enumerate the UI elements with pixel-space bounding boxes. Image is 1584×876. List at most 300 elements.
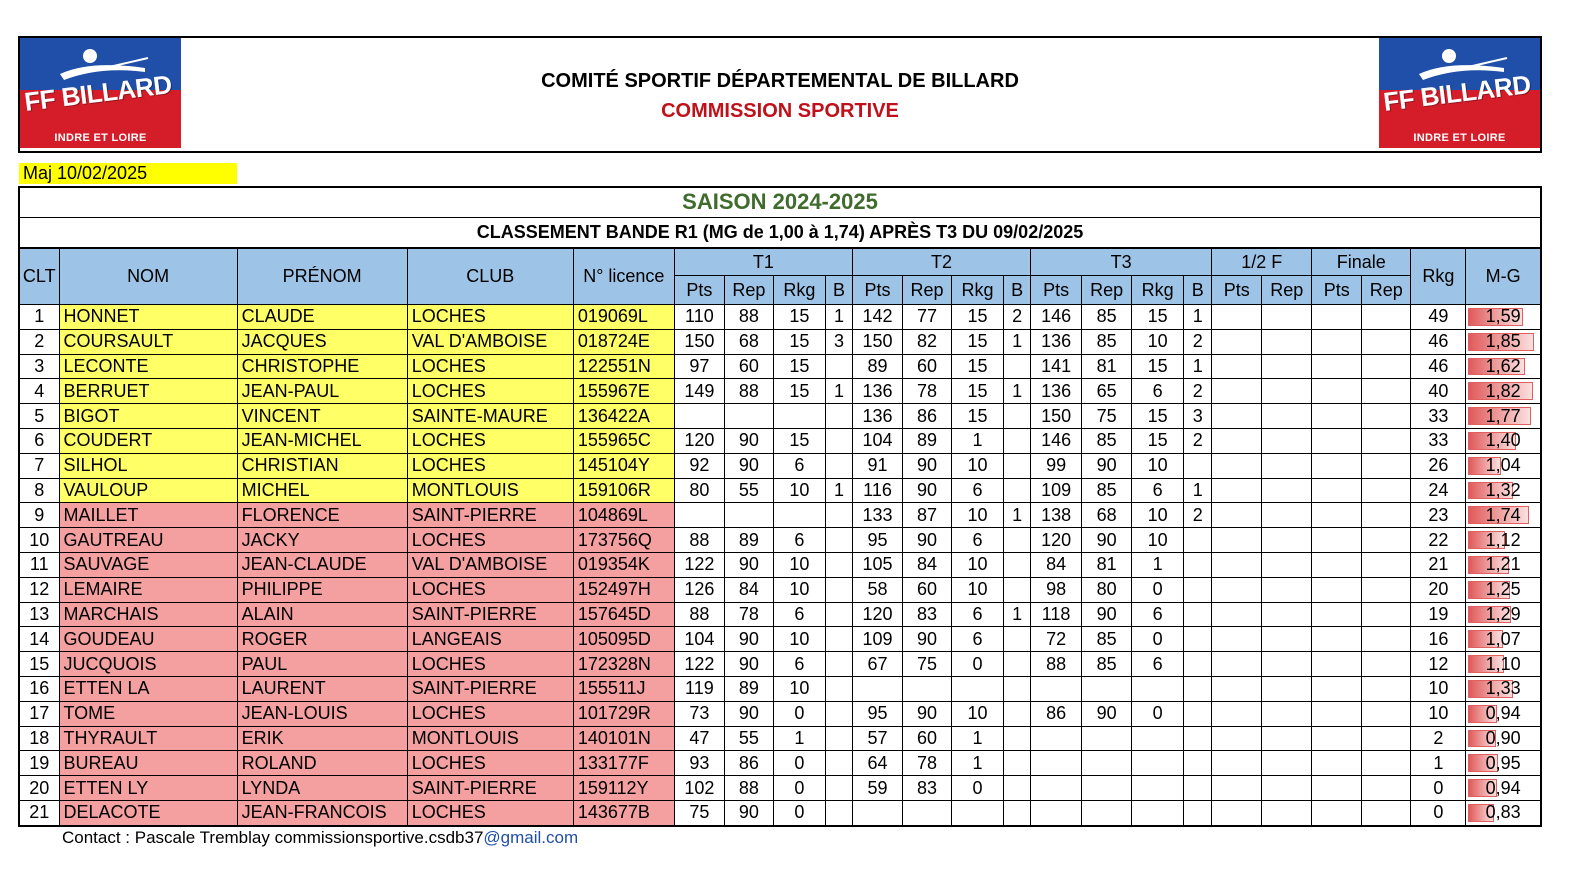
- cell-t1-pts: 73: [674, 701, 724, 726]
- cell-nom: BERRUET: [59, 379, 237, 404]
- cell-prenom: JEAN-FRANCOIS: [237, 800, 407, 825]
- cell-empty: [1362, 627, 1411, 652]
- cell-t2-pts: 136: [852, 404, 902, 429]
- col-nom: NOM: [59, 248, 237, 305]
- cell-t2-pts: [852, 676, 902, 701]
- cell-mg: [1466, 751, 1541, 776]
- cell-t1-rep: 86: [724, 751, 773, 776]
- sub-pts: Pts: [1212, 276, 1262, 305]
- cell-prenom: JEAN-MICHEL: [237, 428, 407, 453]
- cell-club: LOCHES: [407, 354, 573, 379]
- contact-mail: @gmail.com: [483, 828, 579, 847]
- cell-t1-pts: 122: [674, 552, 724, 577]
- cell-empty: [1312, 776, 1362, 801]
- cell-clt: 20: [19, 776, 59, 801]
- cell-t3-rep: 85: [1082, 627, 1132, 652]
- cell-t3-pts: 109: [1031, 478, 1082, 503]
- logo-text: FF BILLARD: [1381, 69, 1533, 117]
- cell-prenom: JEAN-LOUIS: [237, 701, 407, 726]
- cell-empty: [1262, 379, 1312, 404]
- cell-mg: [1466, 503, 1541, 528]
- cell-t3-rep: 81: [1082, 354, 1132, 379]
- table-row: [19, 652, 1541, 677]
- cell-licence: 122551N: [573, 354, 674, 379]
- cell-t2-b: [1004, 577, 1031, 602]
- cell-t1-pts: [674, 404, 724, 429]
- cell-empty: [1362, 379, 1411, 404]
- cell-t1-rep: 90: [724, 800, 773, 825]
- cell-club: SAINT-PIERRE: [407, 503, 573, 528]
- cell-t2-rkg: [952, 800, 1004, 825]
- ffbillard-logo-right: [1379, 38, 1540, 148]
- cell-t2-pts: [852, 800, 902, 825]
- cell-clt: 15: [19, 652, 59, 677]
- cell-empty: [1212, 701, 1262, 726]
- cell-empty: [1312, 305, 1362, 330]
- cell-t2-rep: 84: [903, 552, 952, 577]
- cell-t2-rkg: 10: [952, 453, 1004, 478]
- table-row: [19, 404, 1541, 429]
- cell-club: SAINTE-MAURE: [407, 404, 573, 429]
- cell-t1-rep: 90: [724, 428, 773, 453]
- cell-t3-rkg: 0: [1132, 627, 1184, 652]
- cell-t1-rkg: 6: [773, 528, 825, 553]
- cell-t2-b: 1: [1004, 329, 1031, 354]
- cell-t3-pts: [1031, 776, 1082, 801]
- cell-empty: [1362, 453, 1411, 478]
- cell-nom: GOUDEAU: [59, 627, 237, 652]
- cell-rkg: 0: [1411, 800, 1466, 825]
- cell-t1-rkg: 6: [773, 652, 825, 677]
- cell-empty: [1362, 329, 1411, 354]
- cell-prenom: ERIK: [237, 726, 407, 751]
- cell-t3-b: [1184, 453, 1212, 478]
- cell-t2-pts: 104: [852, 428, 902, 453]
- cell-t2-pts: 89: [852, 354, 902, 379]
- table-row: [19, 726, 1541, 751]
- table-row: [19, 305, 1541, 330]
- cell-clt: 21: [19, 800, 59, 825]
- cell-empty: [1312, 751, 1362, 776]
- cell-t2-pts: 67: [852, 652, 902, 677]
- mg-value: 1,82: [1485, 380, 1521, 401]
- cell-t2-rep: [903, 800, 952, 825]
- cell-t1-rep: 78: [724, 602, 773, 627]
- cell-t3-rep: 65: [1082, 379, 1132, 404]
- cell-t3-rkg: 15: [1132, 428, 1184, 453]
- cell-t1-rkg: [773, 503, 825, 528]
- cell-empty: [1212, 503, 1262, 528]
- cell-t3-rkg: 10: [1132, 503, 1184, 528]
- cell-t2-rkg: 15: [952, 379, 1004, 404]
- cell-t1-rkg: 0: [773, 701, 825, 726]
- cell-rkg: 46: [1411, 354, 1466, 379]
- cell-t1-b: [825, 552, 852, 577]
- cell-t3-rep: 81: [1082, 552, 1132, 577]
- logo-subtext: INDRE ET LOIRE: [54, 132, 147, 144]
- mg-value: 0,94: [1485, 703, 1521, 724]
- cell-t3-rep: 85: [1082, 428, 1132, 453]
- cell-t1-pts: 92: [674, 453, 724, 478]
- cell-t1-rep: 55: [724, 726, 773, 751]
- cell-t3-rep: 85: [1082, 652, 1132, 677]
- cell-club: MONTLOUIS: [407, 726, 573, 751]
- cell-mg: [1466, 305, 1541, 330]
- cell-empty: [1262, 602, 1312, 627]
- cell-t2-b: [1004, 627, 1031, 652]
- cell-t1-pts: [674, 503, 724, 528]
- cell-t1-b: [825, 701, 852, 726]
- cell-rkg: 49: [1411, 305, 1466, 330]
- cell-t2-rep: 77: [903, 305, 952, 330]
- cell-t2-pts: 59: [852, 776, 902, 801]
- cell-empty: [1312, 528, 1362, 553]
- cell-t1-pts: 80: [674, 478, 724, 503]
- cell-empty: [1262, 652, 1312, 677]
- cell-empty: [1262, 726, 1312, 751]
- cell-rkg: 33: [1411, 404, 1466, 429]
- cell-clt: 19: [19, 751, 59, 776]
- cell-t1-pts: 93: [674, 751, 724, 776]
- cell-nom: ETTEN LY: [59, 776, 237, 801]
- cell-t3-rkg: 6: [1132, 478, 1184, 503]
- cell-t2-pts: 150: [852, 329, 902, 354]
- cell-t3-pts: 138: [1031, 503, 1082, 528]
- cell-mg: [1466, 379, 1541, 404]
- cell-t1-b: [825, 627, 852, 652]
- cell-club: LOCHES: [407, 305, 573, 330]
- cell-t2-b: [1004, 652, 1031, 677]
- sub-rep: Rep: [1262, 276, 1312, 305]
- table-row: [19, 528, 1541, 553]
- cell-empty: [1312, 428, 1362, 453]
- cell-empty: [1262, 577, 1312, 602]
- sub-b: B: [1184, 276, 1212, 305]
- cell-empty: [1212, 379, 1262, 404]
- cell-t1-pts: 88: [674, 528, 724, 553]
- cell-t1-rkg: 1: [773, 726, 825, 751]
- mg-value: 1,62: [1485, 355, 1521, 376]
- cell-nom: BIGOT: [59, 404, 237, 429]
- cell-t1-rkg: 15: [773, 329, 825, 354]
- cell-empty: [1312, 329, 1362, 354]
- cell-t1-rep: 90: [724, 652, 773, 677]
- cell-nom: TOME: [59, 701, 237, 726]
- cell-t3-b: [1184, 800, 1212, 825]
- cell-clt: 7: [19, 453, 59, 478]
- cell-t3-rkg: 0: [1132, 577, 1184, 602]
- cell-t3-b: [1184, 552, 1212, 577]
- cell-mg: [1466, 726, 1541, 751]
- cell-t2-rkg: 0: [952, 652, 1004, 677]
- cell-t3-b: [1184, 652, 1212, 677]
- mg-value: 0,90: [1485, 727, 1521, 748]
- cell-t1-rep: 88: [724, 776, 773, 801]
- cell-t1-rkg: 6: [773, 602, 825, 627]
- cell-clt: 9: [19, 503, 59, 528]
- cell-nom: BUREAU: [59, 751, 237, 776]
- col-prenom: PRÉNOM: [237, 248, 407, 305]
- cell-t3-b: 1: [1184, 305, 1212, 330]
- cell-licence: 019069L: [573, 305, 674, 330]
- cell-t2-b: [1004, 776, 1031, 801]
- cell-t1-rep: 55: [724, 478, 773, 503]
- cell-t3-rkg: 6: [1132, 602, 1184, 627]
- cell-empty: [1212, 676, 1262, 701]
- cell-empty: [1362, 305, 1411, 330]
- cell-t2-rkg: 6: [952, 602, 1004, 627]
- cell-clt: 14: [19, 627, 59, 652]
- cell-prenom: ROGER: [237, 627, 407, 652]
- cell-t2-rkg: 1: [952, 726, 1004, 751]
- cell-t3-rep: [1082, 676, 1132, 701]
- sub-rkg: Rkg: [952, 276, 1004, 305]
- cell-t3-rkg: [1132, 676, 1184, 701]
- cell-licence: 155511J: [573, 676, 674, 701]
- cell-empty: [1212, 478, 1262, 503]
- cell-t1-b: [825, 354, 852, 379]
- table-row: [19, 379, 1541, 404]
- cell-empty: [1362, 354, 1411, 379]
- cell-rkg: 19: [1411, 602, 1466, 627]
- cell-club: LOCHES: [407, 577, 573, 602]
- cell-t3-b: 1: [1184, 354, 1212, 379]
- cell-t1-b: 1: [825, 305, 852, 330]
- cell-nom: THYRAULT: [59, 726, 237, 751]
- cell-mg: [1466, 552, 1541, 577]
- cell-t3-rkg: 15: [1132, 305, 1184, 330]
- col-clt: CLT: [19, 248, 59, 305]
- cell-mg: [1466, 478, 1541, 503]
- contact-line: [62, 828, 578, 848]
- cell-mg: [1466, 577, 1541, 602]
- sub-b: B: [1004, 276, 1031, 305]
- cell-licence: 104869L: [573, 503, 674, 528]
- cell-t1-b: [825, 652, 852, 677]
- cell-t3-pts: 84: [1031, 552, 1082, 577]
- cell-empty: [1212, 354, 1262, 379]
- cell-t2-pts: 142: [852, 305, 902, 330]
- cell-t1-rkg: 6: [773, 453, 825, 478]
- cell-nom: LEMAIRE: [59, 577, 237, 602]
- cell-t3-b: 2: [1184, 379, 1212, 404]
- cell-club: LOCHES: [407, 379, 573, 404]
- cell-t2-rep: 87: [903, 503, 952, 528]
- cell-t1-b: [825, 676, 852, 701]
- cell-t2-b: 1: [1004, 379, 1031, 404]
- cell-t3-pts: 72: [1031, 627, 1082, 652]
- cell-empty: [1312, 404, 1362, 429]
- cell-t2-b: 2: [1004, 305, 1031, 330]
- cell-t1-rkg: 0: [773, 776, 825, 801]
- cell-t2-pts: 58: [852, 577, 902, 602]
- mg-value: 1,29: [1485, 603, 1521, 624]
- cell-t1-pts: 149: [674, 379, 724, 404]
- cell-prenom: MICHEL: [237, 478, 407, 503]
- cell-t2-b: [1004, 404, 1031, 429]
- cell-rkg: 24: [1411, 478, 1466, 503]
- cell-t1-rep: 90: [724, 701, 773, 726]
- mg-value: 1,59: [1485, 306, 1521, 327]
- col-mg: M-G: [1466, 248, 1541, 305]
- cell-empty: [1312, 652, 1362, 677]
- cell-t3-b: [1184, 627, 1212, 652]
- cell-t1-b: [825, 428, 852, 453]
- cell-empty: [1262, 503, 1312, 528]
- sub-rkg: Rkg: [1132, 276, 1184, 305]
- cell-t2-rkg: 6: [952, 528, 1004, 553]
- cell-club: LOCHES: [407, 652, 573, 677]
- cell-t1-rep: 88: [724, 379, 773, 404]
- sub-rep: Rep: [1362, 276, 1411, 305]
- cell-prenom: CHRISTIAN: [237, 453, 407, 478]
- cell-t3-b: [1184, 726, 1212, 751]
- cell-t3-pts: 141: [1031, 354, 1082, 379]
- sub-rep: Rep: [903, 276, 952, 305]
- cell-empty: [1312, 800, 1362, 825]
- cell-clt: 12: [19, 577, 59, 602]
- logo-subtext: INDRE ET LOIRE: [1413, 132, 1506, 144]
- cell-t2-pts: 57: [852, 726, 902, 751]
- cell-empty: [1212, 627, 1262, 652]
- sub-rkg: Rkg: [773, 276, 825, 305]
- cell-t3-rkg: 6: [1132, 379, 1184, 404]
- ffbillard-logo-left: [20, 38, 181, 148]
- cell-empty: [1362, 751, 1411, 776]
- cell-clt: 16: [19, 676, 59, 701]
- sub-pts: Pts: [674, 276, 724, 305]
- cell-clt: 4: [19, 379, 59, 404]
- cell-rkg: 23: [1411, 503, 1466, 528]
- cell-t3-rep: 75: [1082, 404, 1132, 429]
- cell-empty: [1212, 602, 1262, 627]
- cell-prenom: VINCENT: [237, 404, 407, 429]
- cell-rkg: 21: [1411, 552, 1466, 577]
- cell-t1-rkg: 0: [773, 800, 825, 825]
- cell-prenom: JEAN-CLAUDE: [237, 552, 407, 577]
- table-row: [19, 701, 1541, 726]
- cell-empty: [1362, 602, 1411, 627]
- cell-empty: [1362, 428, 1411, 453]
- cell-t1-pts: 102: [674, 776, 724, 801]
- cell-empty: [1362, 577, 1411, 602]
- cell-mg: [1466, 404, 1541, 429]
- cell-t1-rep: 88: [724, 305, 773, 330]
- cell-t3-pts: [1031, 800, 1082, 825]
- ranking-body: [19, 305, 1541, 826]
- cell-t1-pts: 47: [674, 726, 724, 751]
- cell-empty: [1312, 379, 1362, 404]
- cell-rkg: 46: [1411, 329, 1466, 354]
- mg-value: 1,21: [1485, 554, 1521, 575]
- cell-t3-rep: 85: [1082, 478, 1132, 503]
- cell-t2-pts: 116: [852, 478, 902, 503]
- cell-t3-rkg: [1132, 776, 1184, 801]
- cell-t1-rkg: 15: [773, 354, 825, 379]
- cell-t3-b: 1: [1184, 478, 1212, 503]
- cell-t3-pts: 118: [1031, 602, 1082, 627]
- cell-clt: 2: [19, 329, 59, 354]
- cell-prenom: ALAIN: [237, 602, 407, 627]
- cell-t1-b: [825, 726, 852, 751]
- cell-empty: [1312, 701, 1362, 726]
- cell-t2-rkg: 15: [952, 329, 1004, 354]
- mg-value: 1,32: [1485, 479, 1521, 500]
- cell-mg: [1466, 676, 1541, 701]
- cell-licence: 173756Q: [573, 528, 674, 553]
- cell-club: LOCHES: [407, 800, 573, 825]
- cell-t1-rkg: 10: [773, 627, 825, 652]
- cell-t2-pts: 105: [852, 552, 902, 577]
- cell-t3-rep: [1082, 726, 1132, 751]
- cell-empty: [1312, 552, 1362, 577]
- cell-t1-b: [825, 528, 852, 553]
- cell-t3-rkg: 10: [1132, 528, 1184, 553]
- cell-empty: [1262, 800, 1312, 825]
- cell-t2-pts: 95: [852, 528, 902, 553]
- page-title: COMITÉ SPORTIF DÉPARTEMENTAL DE BILLARD: [541, 70, 1019, 92]
- cell-t1-rkg: 0: [773, 751, 825, 776]
- table-row: [19, 577, 1541, 602]
- cell-t1-pts: 150: [674, 329, 724, 354]
- cell-t2-pts: 109: [852, 627, 902, 652]
- cell-t2-rkg: 15: [952, 404, 1004, 429]
- table-row: [19, 552, 1541, 577]
- mg-value: 1,10: [1485, 653, 1521, 674]
- cell-t2-b: 1: [1004, 602, 1031, 627]
- cell-t3-rep: [1082, 776, 1132, 801]
- cell-empty: [1312, 354, 1362, 379]
- cell-t3-b: 2: [1184, 503, 1212, 528]
- cell-t2-rkg: 10: [952, 503, 1004, 528]
- cell-empty: [1212, 776, 1262, 801]
- cell-prenom: CLAUDE: [237, 305, 407, 330]
- cell-t1-rkg: 15: [773, 428, 825, 453]
- cell-rkg: 16: [1411, 627, 1466, 652]
- cell-t2-pts: 95: [852, 701, 902, 726]
- cell-t1-rkg: 10: [773, 577, 825, 602]
- cell-licence: 155965C: [573, 428, 674, 453]
- cell-t1-rkg: 10: [773, 676, 825, 701]
- cell-t1-b: [825, 800, 852, 825]
- cell-t2-rep: 89: [903, 428, 952, 453]
- cell-empty: [1262, 528, 1312, 553]
- cell-clt: 13: [19, 602, 59, 627]
- cell-empty: [1362, 652, 1411, 677]
- cell-nom: SAUVAGE: [59, 552, 237, 577]
- cell-t3-rkg: 10: [1132, 453, 1184, 478]
- cell-t2-pts: 136: [852, 379, 902, 404]
- cell-t1-rkg: 15: [773, 305, 825, 330]
- cell-t3-b: [1184, 676, 1212, 701]
- cell-empty: [1212, 329, 1262, 354]
- cell-empty: [1262, 404, 1312, 429]
- cell-empty: [1212, 800, 1262, 825]
- cell-prenom: CHRISTOPHE: [237, 354, 407, 379]
- cell-t1-pts: 97: [674, 354, 724, 379]
- cell-club: LOCHES: [407, 701, 573, 726]
- cell-licence: 105095D: [573, 627, 674, 652]
- cell-t2-b: [1004, 726, 1031, 751]
- mg-value: 1,85: [1485, 331, 1521, 352]
- cell-prenom: JACQUES: [237, 329, 407, 354]
- cell-nom: JUCQUOIS: [59, 652, 237, 677]
- cell-t3-b: [1184, 751, 1212, 776]
- table-row: [19, 428, 1541, 453]
- mg-value: 0,83: [1485, 802, 1521, 823]
- cell-t3-b: [1184, 602, 1212, 627]
- cell-prenom: ROLAND: [237, 751, 407, 776]
